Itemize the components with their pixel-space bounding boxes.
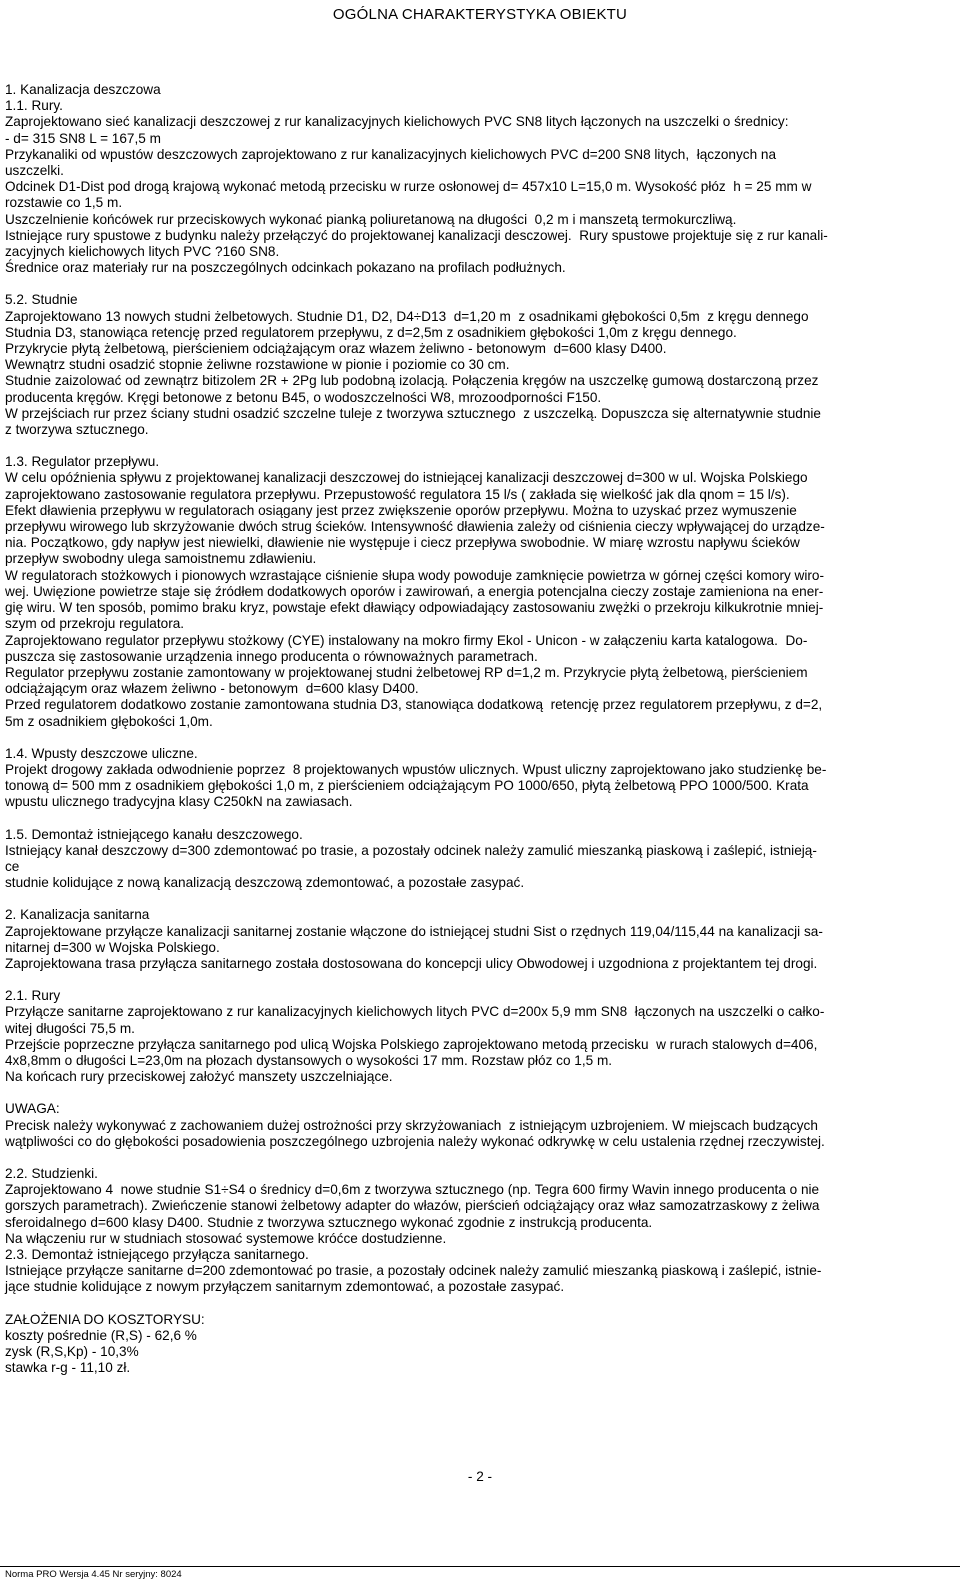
text-line: Na włączeniu rur w studniach stosować systemowe króćce dostudzienne.	[5, 1230, 447, 1246]
paragraph-gap	[5, 1150, 953, 1166]
text-line: rozstawie co 1,5 m.	[5, 195, 123, 211]
paragraph-gap	[5, 811, 953, 827]
text-line: nitarnej d=300 w Wojska Polskiego.	[5, 939, 220, 955]
text-line: Uszczelnienie końcówek rur przeciskowych wykonać pianką poliuretanową na długości 0,2 m i manszetą termokurczliwą.	[5, 211, 737, 227]
text-line: gię wiru. W ten sposób, pomimo braku kryz, powstaje efekt dławiący odpowiadający zastosowaniu zwężki o przekroju kilkukrotnie mniej-	[5, 600, 824, 616]
text-line: 2.3. Demontaż istniejącego przyłącza sanitarnego.	[5, 1247, 309, 1262]
paragraph-gap	[5, 1296, 953, 1312]
text-line: Studnie zaizolować od zewnątrz bitizolem 2R + 2Pg lub podobną izolacją. Połączenia kręgów na uszczelkę gumową dostarczoną przez	[5, 373, 819, 389]
text-line: z tworzywa sztucznego.	[5, 422, 149, 438]
text-line: Istniejące rury spustowe z budynku należy przełączyć do projektowanej kanalizacji desczowej. Rury spustowe projektuje się z rur kanali-	[5, 227, 828, 243]
text-line: 2. Kanalizacja sanitarna	[5, 907, 150, 923]
text-line: jące studnie kolidujące z nowym przyłączem sanitarnym zdemontować, a pozostałe zasypać.	[5, 1279, 565, 1295]
paragraph-gap	[5, 972, 953, 988]
text-line: odciążającym oraz włazem żeliwno - betonowym d=600 klasy D400.	[5, 681, 419, 697]
text-line: przepływ swobodny ulega samoistnemu zdławieniu.	[5, 551, 317, 567]
text-line: uszczelki.	[5, 163, 64, 179]
text-line: wpustu ulicznego tradycyjna klasy C250kN na zawiasach.	[5, 794, 353, 810]
text-line: tonową d= 500 mm z osadnikiem głębokości 1,0 m, z pierścieniem odciążającym PO 1000/650, płytą żelbetową PPO 1000/500. Krata	[5, 778, 809, 794]
text-line: puszcza się zastosowanie urządzenia innego producenta o równoważnych parametrach.	[5, 648, 538, 664]
text-line: 4x8,8mm o długości L=23,0m na płozach dystansowych o wysokości 17 mm. Rozstaw płóz co 1,5 m.	[5, 1052, 613, 1068]
text-line: sferoidalnego d=600 klasy D400. Studnie z tworzywa sztucznego wykonać zgodnie z instrukcją producenta.	[5, 1214, 653, 1230]
text-line: wątpliwości co do głębokości posadowienia poszczególnego uzbrojenia należy wykonać odkrywkę w celu ustalenia rzędnej rzeczywistej.	[5, 1133, 825, 1149]
paragraph-gap	[5, 438, 953, 454]
text-line: 2.2. Studzienki.	[5, 1165, 98, 1181]
page-number: - 2 -	[467, 1469, 493, 1484]
footer-software-info: Norma PRO Wersja 4.45 Nr seryjny: 8024	[5, 1569, 182, 1580]
text-line: Odcinek D1-Dist pod drogą krajową wykonać metodą przecisku w rurze osłonowej d= 457x10 L=15,0 m. Wysokość płóz h = 25 mm w	[5, 179, 812, 195]
text-line: 1.5. Demontaż istniejącego kanału deszczowego.	[5, 826, 303, 842]
text-line: Projekt drogowy zakłada odwodnienie poprzez 8 projektowanych wpustów ulicznych. Wpust uliczny zaprojektowano jako studzienkę be-	[5, 761, 827, 777]
text-line: Zaprojektowane przyłącze kanalizacji sanitarnej zostanie włączone do istniejącej studni Sist o rzędnych 119,04/115,44 na kanalizacji sa-	[5, 923, 823, 939]
text-line: Na końcach rury przeciskowej założyć manszety uszczelniające.	[5, 1069, 393, 1085]
text-line: 5m z osadnikiem głębokości 1,0m.	[5, 713, 213, 729]
text-line: 2.1. Rury	[5, 988, 61, 1004]
text-line: Średnice oraz materiały rur na poszczególnych odcinkach pokazano na profilach podłużnych.	[5, 260, 566, 276]
paragraph-gap	[5, 276, 953, 292]
text-line: Regulator przepływu zostanie zamontowany w projektowanej studni żelbetowej RP d=1,2 m. Przykrycie płytą żelbetową, pierścieniem	[5, 664, 808, 680]
text-line: Istniejące przyłącze sanitarne d=200 zdemontować po trasie, a pozostały odcinek należy zamulić mieszanką piaskową i zaślepić, istnie-	[5, 1263, 822, 1279]
text-line: 5.2. Studnie	[5, 292, 78, 308]
text-line: koszty pośrednie (R,S) - 62,6 %	[5, 1327, 197, 1343]
text-line: 1. Kanalizacja deszczowa	[5, 82, 161, 97]
text-line: gorszych parametrach). Zwieńczenie stanowi żelbetowy adapter do włazów, pierścień odciążający oraz właz samozatrzaskowy z żeliwa	[5, 1198, 820, 1214]
text-line: producenta kręgów. Kręgi betonowe z betonu B45, o wodoszczelności W8, mrozoodporności F150.	[5, 389, 602, 405]
text-line: Zaprojektowano sieć kanalizacji deszczowej z rur kanalizacyjnych kielichowych PVC SN8 litych łączonych na uszczelki o średnicy:	[5, 114, 789, 130]
text-line: zacyjnych kielichowych litych PVC ?160 SN8.	[5, 244, 280, 260]
text-line: Zaprojektowano regulator przepływu stożkowy (CYE) instalowany na mokro firmy Ekol - Unicon - w załączeniu karta katalogowa. Do-	[5, 632, 808, 648]
text-line: Istniejący kanał deszczowy d=300 zdemontować po trasie, a pozostały odcinek należy zamulić mieszanką piaskową i zaślepić, istnieją-	[5, 842, 817, 858]
text-line: przepływu wirowego lub skrzyżowanie dwóch strug ścieków. Intensywność dławienia zależy od ciśnienia cieczy wpływającej do urządze-	[5, 519, 825, 535]
text-line: szym od przekroju regulatora.	[5, 616, 185, 632]
text-line: Wewnątrz studni osadzić stopnie żeliwne rozstawione w pionie i poziomie co 30 cm.	[5, 357, 510, 373]
text-line: zysk (R,S,Kp) - 10,3%	[5, 1344, 139, 1360]
text-line: W regulatorach stożkowych i pionowych wzrastające ciśnienie słupa wody powoduje zamknięcie powietrza w górnej części komory wiro-	[5, 567, 824, 583]
text-line: wej. Uwięzione powietrze staje się źródłem dodatkowych oporów i zawirowań, a energia potencjalna cieczy zostaje zamieniona na ener-	[5, 583, 824, 599]
text-line: UWAGA:	[5, 1101, 60, 1117]
text-line: 1.4. Wpusty deszczowe uliczne.	[5, 745, 198, 761]
text-line: 1.3. Regulator przepływu.	[5, 454, 160, 470]
text-line: Efekt dławienia przepływu w regulatorach osiągany jest przez zwiększenie oporów przepływu. Można to uzyskać przez wymuszenie	[5, 502, 797, 518]
text-line: W celu opóźnienia spływu z projektowanej kanalizacji deszczowej do istniejącej kanalizacji deszczowej d=300 w ul. Wojska Polskiego	[5, 470, 808, 486]
text-line: Studnia D3, stanowiąca retencję przed regulatorem przepływu, z d=2,5m z osadnikiem głębokości 1,0m z kręgu dennego.	[5, 324, 737, 340]
text-line: Precisk należy wykonywać z zachowaniem dużej ostrożności przy skrzyżowaniach z istniejącym uzbrojeniem. W miejscach budzących	[5, 1117, 818, 1133]
page-header-title: OGÓLNA CHARAKTERYSTYKA OBIEKTU	[332, 6, 628, 23]
paragraph-gap	[5, 1085, 953, 1101]
text-line: zaprojektowano zastosowanie regulatora przepływu. Przepustowość regulatora 15 l/s ( zakłada się wielkość jak dla qnom = 15 l/s).	[5, 486, 790, 502]
text-line: Zaprojektowano 4 nowe studnie S1÷S4 o średnicy d=0,6m z tworzywa sztucznego (np. Tegra 600 firmy Wavin innego producenta o nie	[5, 1182, 820, 1198]
text-line: studnie kolidujące z nową kanalizacją deszczową zdemontować, a pozostałe zasypać.	[5, 875, 525, 891]
text-line: Zaprojektowano 13 nowych studni żelbetowych. Studnie D1, D2, D4÷D13 d=1,20 m z osadnikami głębokości 0,5m z kręgu dennego	[5, 308, 809, 324]
document-body	[5, 82, 953, 1376]
paragraph-gap	[5, 730, 953, 746]
text-line: ZAŁOŻENIA DO KOSZTORYSU:	[5, 1311, 205, 1327]
text-line: Zaprojektowana trasa przyłącza sanitarnego została dostosowana do koncepcji ulicy Obwodowej i uzgodniona z projektantem tej drogi.	[5, 955, 818, 971]
text-line: Przykanaliki od wpustów deszczowych zaprojektowano z rur kanalizacyjnych kielichowych PVC d=200 SN8 litych, łączonych na	[5, 146, 777, 162]
text-line: ce	[5, 858, 20, 874]
text-line: W przejściach rur przez ściany studni osadzić szczelne tuleje z tworzywa sztucznego z uszczelką. Dopuszcza się alternatywnie studnie	[5, 405, 821, 421]
text-line: Przejście poprzeczne przyłącza sanitarnego pod ulicą Wojska Polskiego zaprojektowano metodą przecisku w rurach stalowych d=406,	[5, 1036, 818, 1052]
text-line: - d= 315 SN8 L = 167,5 m	[5, 130, 161, 146]
text-line: witej długości 75,5 m.	[5, 1020, 135, 1036]
text-line: Przed regulatorem dodatkowo zostanie zamontowana studnia D3, stanowiąca dodatkową retencję przez regulatorem przepływu, z d=2,	[5, 697, 823, 713]
text-line: Przyłącze sanitarne zaprojektowano z rur kanalizacyjnych kielichowych litych PVC d=200x 5,9 mm SN8 łączonych na uszczelki o całko-	[5, 1004, 825, 1020]
text-line: Przykrycie płytą żelbetową, pierścieniem odciążającym oraz włazem żeliwno - betonowym d=600 klasy D400.	[5, 341, 667, 357]
text-line: 1.1. Rury.	[5, 98, 63, 114]
text-line: stawka r-g - 11,10 zł.	[5, 1360, 131, 1376]
footer-divider	[0, 1566, 960, 1567]
paragraph-gap	[5, 891, 953, 907]
text-line: nia. Początkowo, gdy napływ jest niewielki, dławienie nie występuje i ciecz przepływa swobodnie. W miarę wzrostu napływu ścieków	[5, 535, 800, 551]
